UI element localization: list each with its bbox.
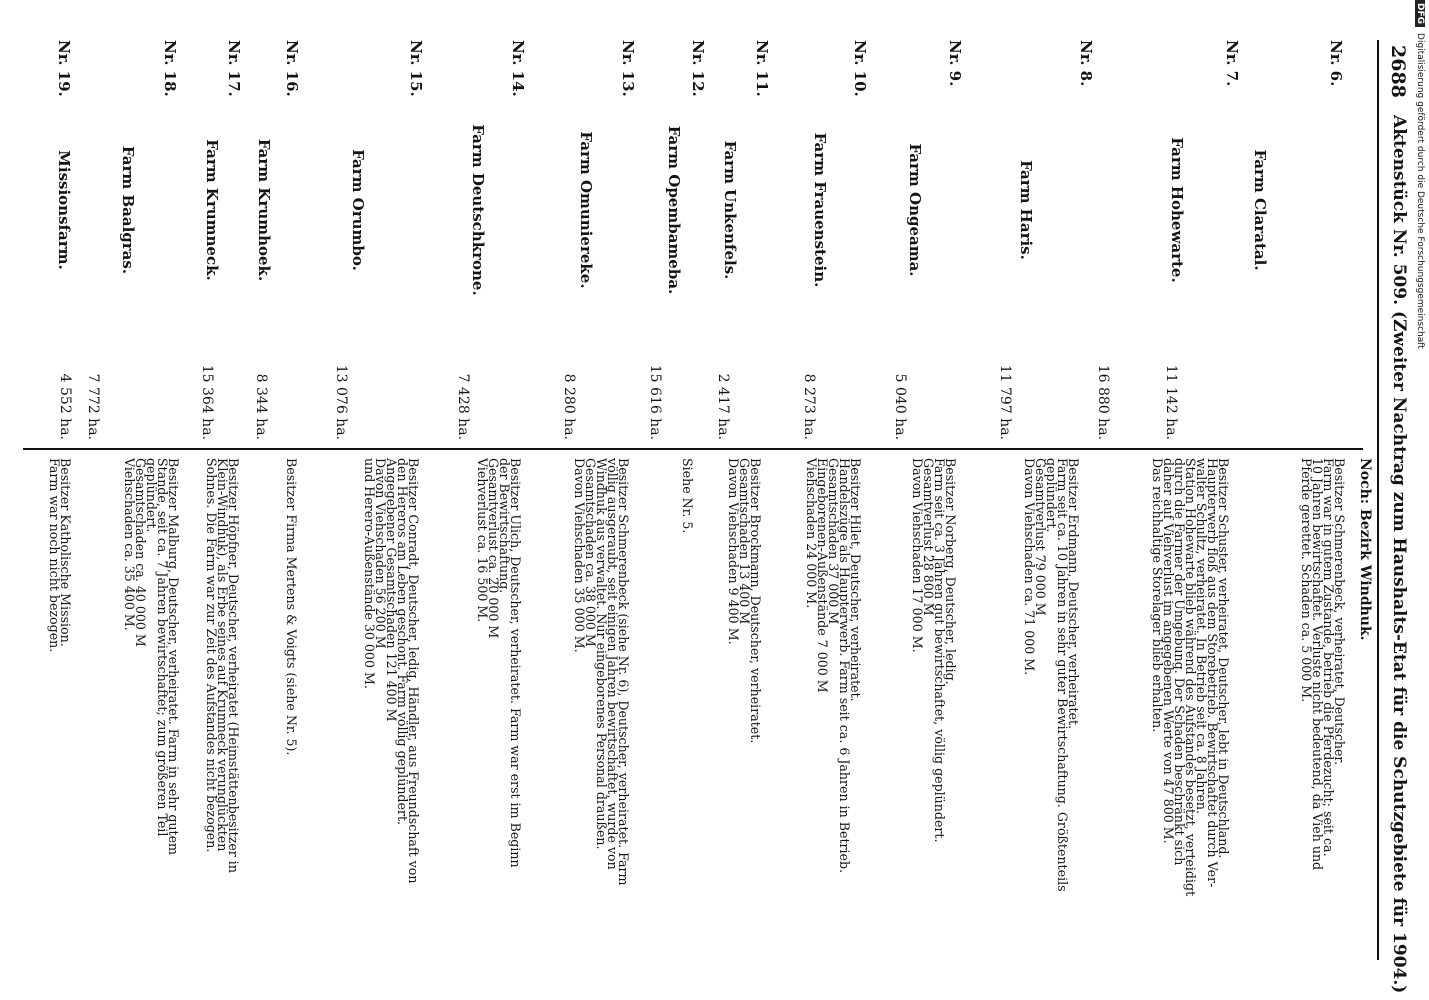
description-line: Besitzer Malburg, Deutscher, verheiratet. Farm in sehr gutem bbox=[166, 458, 181, 855]
description-line: Gesamtschaden 37 000 M bbox=[826, 458, 841, 625]
description-line: Besitzer Conradt, Deutscher, ledig, Händler, aus Freundschaft von bbox=[406, 458, 421, 884]
farm-name: Farm Haris. bbox=[1017, 160, 1035, 260]
description-line: Besitzer Ulich, Deutscher, verheiratet. Farm war erst im Beginn bbox=[508, 458, 523, 868]
description-line: Das reichhaltige Storelager blieb erhalten. bbox=[1150, 458, 1165, 733]
farm-area: 8 273 ha. bbox=[801, 373, 817, 440]
entry-number: Nr. 6. bbox=[1327, 40, 1345, 87]
entry-number: Nr. 15. bbox=[407, 40, 425, 97]
entry-description bbox=[124, 458, 179, 958]
farm-area: 8 280 ha. bbox=[561, 373, 577, 440]
farm-name: Missionsfarm. bbox=[55, 150, 73, 270]
description-line: Haupterwerb floß aus dem Storebetrieb. Bewirtschaftet durch Ver- bbox=[1205, 458, 1220, 888]
entry-description bbox=[364, 458, 419, 958]
entry-number: Nr. 10. bbox=[851, 40, 869, 97]
farm-name: Farm Krumhoek. bbox=[255, 138, 273, 282]
description-line: und Herero-Außenstände 30 000 M. bbox=[362, 458, 377, 689]
description-line: Besitzer Hilet, Deutscher, verheiratet. bbox=[848, 458, 863, 702]
entry-number: Nr. 19. bbox=[55, 40, 73, 97]
farm-name: Farm Claratal. bbox=[1251, 149, 1269, 271]
description-line: Gesamtverlust 79 000 M bbox=[1033, 458, 1048, 616]
description-line: Besitzer Firma Mertens & Voigts (siehe Nr. 5). bbox=[284, 458, 299, 756]
description-line: durch die Farmer der Umgebung. Der Schaden beschränkt sich bbox=[1172, 458, 1187, 866]
farm-area: 11 142 ha. bbox=[1163, 364, 1179, 440]
entry-description bbox=[806, 458, 861, 958]
farm-area: 2 417 ha. bbox=[715, 373, 731, 440]
farm-name: Farm Hohewarte. bbox=[1168, 137, 1186, 283]
description-line: Davon Viehschaden 9 400 M. bbox=[726, 458, 741, 645]
farm-name: Farm Unkenfels. bbox=[721, 140, 739, 280]
entry-number: Nr. 17. bbox=[225, 40, 243, 97]
description-line: Gesamtverlust 28 800 M bbox=[921, 458, 936, 616]
farm-name: Farm Krumneck. bbox=[203, 139, 221, 281]
description-line: Farm war in gutem Zustande, betrieb die Pferdezucht; seit ca. bbox=[1321, 458, 1336, 857]
farm-area: 11 797 ha. bbox=[997, 364, 1013, 440]
description-line: Siehe Nr. 5. bbox=[680, 458, 695, 534]
description-line: daher auf Viehverlust im angegebenen Werte von 47 800 M. bbox=[1161, 458, 1176, 844]
description-line: Station Hohewarte blieb während des Aufstandes besetzt, verteidigt bbox=[1183, 458, 1198, 897]
description-line: Pferde gerettet. Schaden ca. 5 000 M. bbox=[1299, 458, 1314, 703]
farm-name: Farm Frauenstein. bbox=[811, 132, 829, 288]
description-line: Farm seit ca. 3 Jahren gut bewirtschaftet, völlig geplündert. bbox=[932, 458, 947, 843]
description-line: Windhuk aus verwaltet. Nur eingeborenes Personal draußen. bbox=[594, 458, 609, 850]
farm-area: 7 428 ha. bbox=[455, 373, 471, 440]
section-heading: Noch: Bezirk Windhuk. bbox=[1357, 458, 1373, 641]
credit-strip bbox=[1407, 0, 1429, 1000]
description-line: Davon Viehschaden 56 200 M bbox=[373, 458, 388, 649]
description-line: völlig ausgeraubt, seit einigen Jahren bewirtschaftet, wurde von bbox=[605, 458, 620, 870]
farm-area: 15 364 ha. bbox=[199, 364, 215, 440]
farm-area: 4 552 ha. bbox=[57, 373, 73, 440]
farm-area: 8 344 ha. bbox=[253, 373, 269, 440]
entry-number: Nr. 12. bbox=[689, 40, 707, 97]
description-line: Besitzer Katholische Mission. bbox=[58, 458, 73, 647]
farm-area: 5 040 ha. bbox=[892, 373, 908, 440]
entry-number: Nr. 7. bbox=[1223, 40, 1241, 87]
entry-number: Nr. 11. bbox=[753, 40, 771, 97]
description-line: Davon Viehschaden 17 000 M. bbox=[910, 458, 925, 653]
description-line: Eingeborenen-Außenstände 7 000 M bbox=[815, 458, 830, 693]
entry-number: Nr. 16. bbox=[283, 40, 301, 97]
document-page bbox=[0, 30, 1429, 994]
page-number: 2688 bbox=[1387, 45, 1409, 98]
credit-text: Digitalisierung gefördert durch die Deutsche Forschungsgemeinschaft bbox=[1415, 33, 1425, 349]
farm-area: 13 076 ha. bbox=[333, 364, 349, 440]
description-line: Davon Viehschaden ca. 71 000 M. bbox=[1022, 458, 1037, 676]
farm-area: 7 772 ha. bbox=[85, 373, 101, 440]
description-line: Gesamtschaden ca. 40 000 M bbox=[133, 458, 148, 647]
description-line: walter Schultz, verheiratet. In Betrieb seit ca. 8 Jahren. bbox=[1194, 458, 1209, 815]
entry-description bbox=[286, 458, 297, 958]
description-line: Handelszüge als Haupterwerb. Farm seit ca. 6 Jahren in Betrieb. bbox=[837, 458, 852, 874]
digitization-credit bbox=[1407, 0, 1429, 1000]
description-line: Besitzer Norberg, Deutscher, ledig. bbox=[943, 458, 958, 685]
farm-name: Farm Ongeama. bbox=[906, 143, 924, 277]
description-line: Gesamtschaden 13 400 M bbox=[737, 458, 752, 625]
farm-name: Farm Deutschkrone. bbox=[469, 124, 487, 296]
description-line: Besitzer Brockmann, Deutscher, verheiratet. bbox=[748, 458, 763, 744]
description-line: Besitzer Schmerenbeck (siehe Nr. 6), Deutscher, verheiratet. Farm bbox=[616, 458, 631, 886]
farm-name: Farm Orumbo. bbox=[349, 149, 367, 271]
description-line: Viehschaden ca. 35 400 M. bbox=[122, 458, 137, 631]
description-line: geplündert. bbox=[144, 458, 159, 533]
entry-number: Nr. 9. bbox=[946, 40, 964, 87]
page-title: Aktenstück Nr. 509. (Zweiter Nachtrag zum Haushalts-Etat für die Schutzgebiete für 1904.) bbox=[1389, 115, 1409, 994]
description-line: Farm war noch nicht bezogen. bbox=[47, 458, 62, 653]
entry-description bbox=[912, 458, 956, 958]
description-line: Viehverlust ca. 16 500 M. bbox=[475, 458, 490, 623]
farm-name: Farm Baalgras. bbox=[119, 145, 137, 275]
column-divider bbox=[23, 448, 1363, 450]
entry-description bbox=[682, 458, 693, 958]
entry-description bbox=[728, 458, 761, 958]
entry-description bbox=[49, 458, 71, 958]
header-rule bbox=[1377, 40, 1379, 960]
entry-number: Nr. 13. bbox=[619, 40, 637, 97]
description-line: der Bewirtschaftung. bbox=[497, 458, 512, 594]
description-line: Farm seit ca. 10 Jahren in sehr guter Bewirtschaftung. Größtenteils bbox=[1055, 458, 1070, 892]
description-line: 10 Jahren bewirtschaftet. Verluste nicht bedeutend, da Vieh und bbox=[1310, 458, 1325, 871]
description-line: Sohnes. Die Farm war zur Zeit des Aufstandes nicht bezogen. bbox=[204, 458, 219, 853]
entry-description bbox=[206, 458, 239, 958]
farm-area: 16 880 ha. bbox=[1095, 364, 1111, 440]
description-line: Besitzer Erdmann, Deutscher, verheiratet. bbox=[1066, 458, 1081, 730]
entry-description bbox=[1024, 458, 1079, 958]
description-line: Gesamtschaden ca. 38 000 M bbox=[583, 458, 598, 647]
entry-description bbox=[574, 458, 629, 958]
description-line: Davon Viehschaden 35 000 M. bbox=[572, 458, 587, 653]
entry-description bbox=[1152, 458, 1229, 958]
entry-description bbox=[1301, 458, 1345, 958]
description-line: Besitzer Schmerenbeck, verheiratet, Deutscher. bbox=[1332, 458, 1347, 766]
entry-number: Nr. 8. bbox=[1077, 40, 1095, 87]
description-line: Stande, seit ca. 7 Jahren bewirtschaftet; zum größeren Teil bbox=[155, 458, 170, 837]
description-line: Besitzer Schuster, verheiratet, Deutscher, lebt in Deutschland. bbox=[1216, 458, 1231, 859]
description-line: den Hereros am Leben geschont. Farm völlig geplündert. bbox=[395, 458, 410, 826]
farm-name: Farm Opembameba. bbox=[665, 125, 683, 295]
dfg-logo: DFG bbox=[1415, 0, 1425, 27]
entry-number: Nr. 14. bbox=[509, 40, 527, 97]
entry-description bbox=[477, 458, 521, 958]
farm-area: 15 616 ha. bbox=[647, 364, 663, 440]
farm-name: Farm Omuniereke. bbox=[577, 131, 595, 289]
description-line: Besitzer Höpfner, Deutscher, verheiratet (Heimstättenbesitzer in bbox=[226, 458, 241, 873]
description-line: Viehschaden 24 000 M. bbox=[804, 458, 819, 609]
description-line: Angegebener Gesamtschaden 121 400 M bbox=[384, 458, 399, 722]
entry-number: Nr. 18. bbox=[161, 40, 179, 97]
description-line: geplündert. bbox=[1044, 458, 1059, 533]
description-line: Gesamtverlust ca. 20 000 M bbox=[486, 458, 501, 639]
description-line: Klein-Windhuk), als Erbe seines auf Krumneck verunglückten bbox=[215, 458, 230, 852]
